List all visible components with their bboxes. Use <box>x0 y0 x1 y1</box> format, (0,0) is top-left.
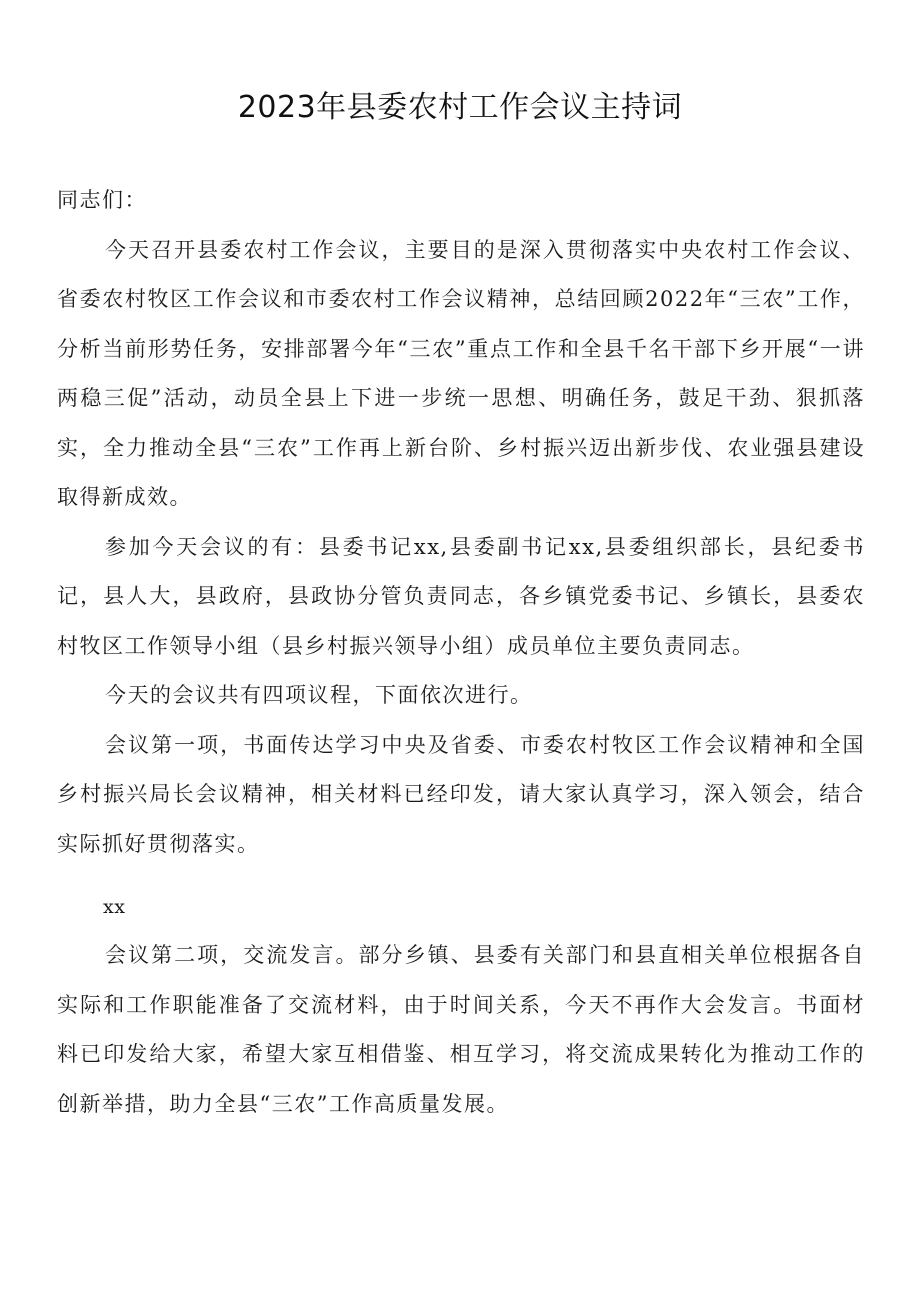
greeting: 同志们： <box>57 188 147 212</box>
paragraph-agenda: 今天的会议共有四项议程，下面依次进行。 <box>105 683 533 707</box>
document-body <box>57 176 865 1129</box>
paragraph-opening: 今天召开县委农村工作会议，主要目的是深入贯彻落实中央农村工作会议、省委农村牧区工作会议和市委农村工作会议精神，总结回顾2022年“三农”工作，分析当前形势任务，安排部署今年“三农”重点工作和全县千名干部下乡开展“一讲两稳三促”活动，动员全县上下进一步统一思想、明确任务，鼓足干劲、狠抓落实，全力推动全县“三农”工作再上新台阶、乡村振兴迈出新步伐、农业强县建设取得新成效。 <box>57 237 865 509</box>
paragraph-item-one: 会议第一项，书面传达学习中央及省委、市委农村牧区工作会议精神和全国乡村振兴局长会议精神，相关材料已经印发，请大家认真学习，深入领会，结合实际抓好贯彻落实。 <box>57 732 865 856</box>
spacer <box>57 869 865 883</box>
placeholder-line: xx <box>103 896 126 918</box>
document-title: 2023年县委农村工作会议主持词 <box>237 90 683 125</box>
paragraph-attendees: 参加今天会议的有：县委书记xx,县委副书记xx,县委组织部长，县纪委书记，县人大，县政府，县政协分管负责同志，各乡镇党委书记、乡镇长，县委农村牧区工作领导小组（县乡村振兴领导小组）成员单位主要负责同志。 <box>57 534 865 658</box>
paragraph-item-two: 会议第二项，交流发言。部分乡镇、县委有关部门和县直相关单位根据各自实际和工作职能准备了交流材料，由于时间关系，今天不再作大会发言。书面材料已印发给大家，希望大家互相借鉴、相互学习，将交流成果转化为推动工作的创新举措，助力全县“三农”工作高质量发展。 <box>57 943 865 1116</box>
